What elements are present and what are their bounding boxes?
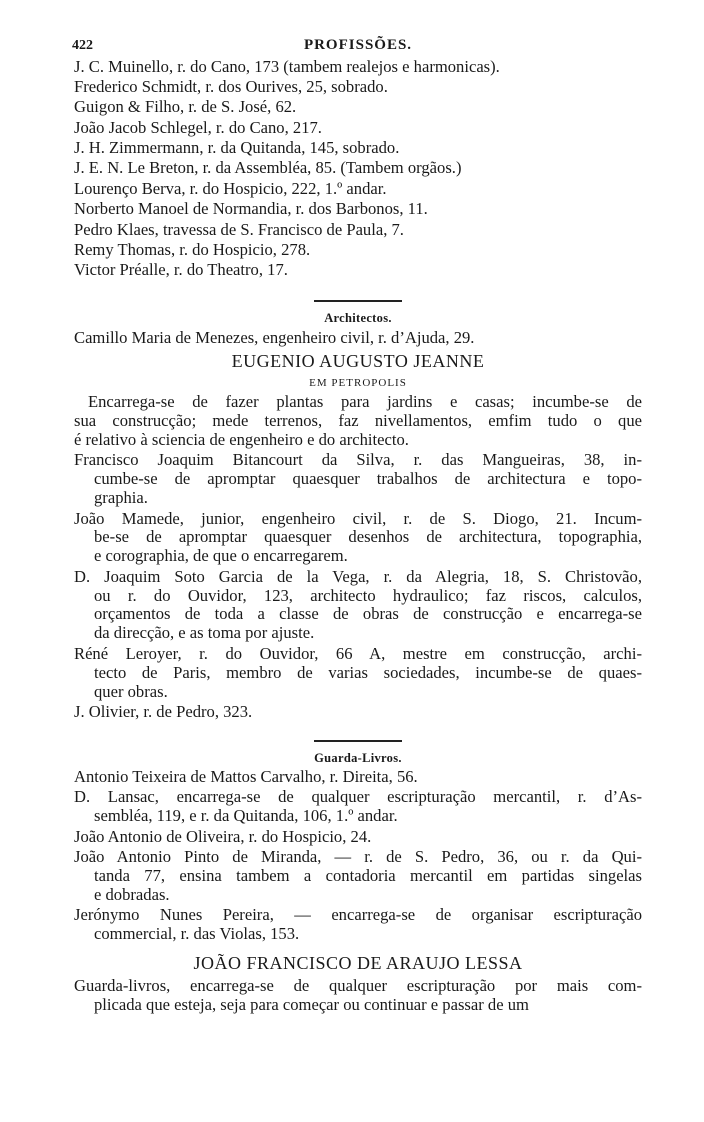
top-entries xyxy=(74,58,642,281)
entry-line: quer obras. xyxy=(94,681,168,701)
list-entry xyxy=(74,139,642,158)
list-entry xyxy=(74,510,642,567)
list-entry xyxy=(74,703,642,722)
entry-line: cumbe-se de apromptar quaesquer trabalhos de architectura e topo- xyxy=(94,469,642,489)
list-entry xyxy=(74,221,642,240)
list-entry xyxy=(74,828,642,847)
entry-line: Pedro Klaes, travessa de S. Francisco de Paula, 7. xyxy=(74,219,404,239)
list-entry xyxy=(74,159,642,178)
entry-line: João Antonio de Oliveira, r. do Hospicio, 24. xyxy=(74,826,372,846)
entry-line: Remy Thomas, r. do Hospicio, 278. xyxy=(74,240,311,260)
list-entry xyxy=(74,645,642,702)
guarda-livros-entries xyxy=(74,768,642,944)
entry-line: J. H. Zimmermann, r. da Quitanda, 145, sobrado. xyxy=(74,138,400,158)
entry-line: Guigon & Filho, r. de S. José, 62. xyxy=(74,97,297,117)
list-entry xyxy=(74,261,642,280)
list-entry xyxy=(74,768,642,787)
entry-line: J. Olivier, r. de Pedro, 323. xyxy=(74,701,253,721)
list-entry xyxy=(74,451,642,508)
feature-name: JOÃO FRANCISCO DE ARAUJO LESSA xyxy=(193,952,523,973)
feature-text xyxy=(74,393,642,450)
entry-line: graphia. xyxy=(94,488,148,508)
entry-line: Frederico Schmidt, r. dos Ourives, 25, sobrado. xyxy=(74,76,388,96)
page-title: PROFISSÕES. xyxy=(303,37,413,53)
entry-line: da direcção, e as toma por ajuste. xyxy=(94,623,315,643)
feature-place: EM PETROPOLIS xyxy=(309,377,407,390)
list-entry xyxy=(74,119,642,138)
entry-line: sembléa, 119, e r. da Quitanda, 106, 1.º andar. xyxy=(94,806,398,826)
list-entry xyxy=(74,788,642,826)
section-divider xyxy=(314,300,402,302)
entry-line: Norberto Manoel de Normandia, r. dos Barbonos, 11. xyxy=(74,199,428,219)
list-entry xyxy=(74,200,642,219)
list-entry xyxy=(74,848,642,905)
list-entry xyxy=(74,78,642,97)
entry-line: ou r. do Ouvidor, 123, architecto hydraulico; faz riscos, calculos, xyxy=(94,585,642,605)
entry-line: J. C. Muinello, r. do Cano, 173 (tambem realejos e harmonicas). xyxy=(74,56,500,76)
entry-line: tecto de Paris, membro de varias sociedades, incumbe-se de quaes- xyxy=(94,662,642,682)
page-number: 422 xyxy=(72,38,93,53)
list-entry xyxy=(74,906,642,944)
paragraph-line: plicada que esteja, seja para começar ou continuar e passar de um xyxy=(94,994,529,1014)
entry-line: orçamentos de toda a classe de obras de construcção e encarrega-se xyxy=(94,604,642,624)
entry-line: João Jacob Schlegel, r. do Cano, 217. xyxy=(74,117,322,137)
paragraph-line: Guarda-livros, encarrega-se de qualquer escripturação por mais com- xyxy=(74,975,642,995)
entry-line: D. Joaquim Soto Garcia de la Vega, r. da Alegria, 18, S. Christovão, xyxy=(74,566,642,586)
entry-line: D. Lansac, encarrega-se de qualquer escripturação mercantil, r. d’As- xyxy=(74,787,642,807)
section-divider xyxy=(314,740,402,742)
entry-line: Réné Leroyer, r. do Ouvidor, 66 A, mestre em construcção, archi- xyxy=(74,643,642,663)
entry-line: Victor Préalle, r. do Theatro, 17. xyxy=(74,260,288,280)
document-page xyxy=(74,36,642,1015)
entry-line: João Antonio Pinto de Miranda, — r. de S. Pedro, 36, ou r. da Qui- xyxy=(74,846,642,866)
list-entry xyxy=(74,241,642,260)
entry-line: e corographia, de que o encarregarem. xyxy=(94,546,348,566)
entry-line: Jerónymo Nunes Pereira, — encarrega-se de organisar escripturação xyxy=(74,905,642,925)
paragraph-line: é relativo à sciencia de engenheiro e do architecto. xyxy=(74,429,409,449)
entry-line: Antonio Teixeira de Mattos Carvalho, r. Direita, 56. xyxy=(74,766,418,786)
entry-line: J. E. N. Le Breton, r. da Assembléa, 85. (Tambem orgãos.) xyxy=(74,158,462,178)
entry-line: commercial, r. das Violas, 153. xyxy=(94,923,300,943)
page-header xyxy=(74,36,642,56)
entry-line: e dobradas. xyxy=(94,884,170,904)
section-heading-guarda-livros: Guarda-Livros. xyxy=(314,750,402,765)
feature-name: EUGENIO AUGUSTO JEANNE xyxy=(231,351,485,372)
architectos-entries xyxy=(74,451,642,721)
section-heading-architectos: Architectos. xyxy=(324,311,392,326)
entry-line: Francisco Joaquim Bitancourt da Silva, r. das Mangueiras, 38, in- xyxy=(74,450,642,470)
paragraph-line: sua construcção; mede terrenos, faz nivellamentos, emfim tudo o que xyxy=(74,411,642,431)
paragraph-line: Encarrega-se de fazer plantas para jardins e casas; incumbe-se de xyxy=(88,392,642,412)
entry-line: Lourenço Berva, r. do Hospicio, 222, 1.º andar. xyxy=(74,178,387,198)
entry-line: be-se de apromptar quaesquer desenhos de architectura, topographia, xyxy=(94,527,642,547)
list-entry xyxy=(74,180,642,199)
entry-camillo: Camillo Maria de Menezes, engenheiro civil, r. d’Ajuda, 29. xyxy=(74,328,475,348)
entry-line: tanda 77, ensina tambem a contadoria mercantil em partidas singelas xyxy=(94,865,642,885)
list-entry xyxy=(74,98,642,117)
list-entry xyxy=(74,568,642,644)
feature-text xyxy=(74,977,642,1015)
list-entry xyxy=(74,58,642,77)
entry-line: João Mamede, junior, engenheiro civil, r. de S. Diogo, 21. Incum- xyxy=(74,508,642,528)
